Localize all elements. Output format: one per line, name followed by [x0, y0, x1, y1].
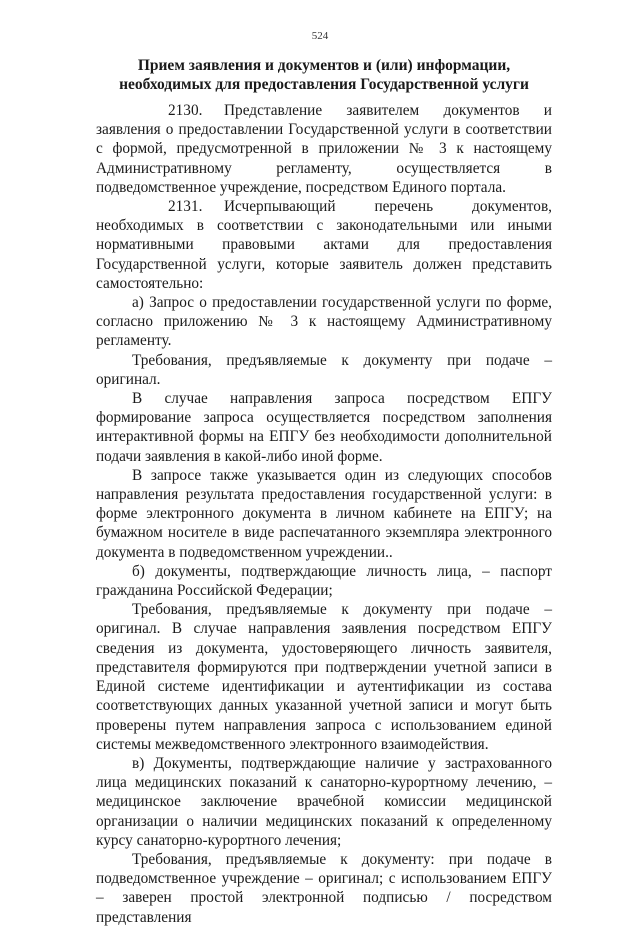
section-heading-line-2: необходимых для предоставления Государственной услуги: [119, 76, 529, 93]
paragraph-epgu-request: В случае направления запроса посредством ЕПГУ формирование запроса осуществляется посредством заполнения интерактивной формы на ЕПГУ без необходимости дополнительной подачи заявления в какой-либо иной форме.: [96, 390, 552, 465]
paragraph-item-v: в) Документы, подтверждающие наличие у застрахованного лица медицинских показаний к санаторно-курортному лечению, – медицинское заключение врачебной комиссии медицинской организации о наличии медицинских показаний к определенному курсу санаторно-курортного лечения;: [96, 754, 552, 849]
document-body: [96, 101, 552, 927]
section-heading: [96, 56, 552, 94]
paragraph-number: 2130.: [168, 102, 203, 119]
paragraph-text: Исчерпывающий перечень документов, необходимых в соответствии с законодательными или иными нормативными правовыми актами для предоставления Государственной услуги, которые заявитель должен представить самостоятельно:: [96, 198, 552, 292]
page-number: 524: [311, 30, 329, 42]
paragraph-number: 2131.: [168, 198, 203, 216]
paragraph-item-a: а) Запрос о предоставлении государственной услуги по форме, согласно приложению № 3 к настоящему Административному регламенту.: [96, 294, 552, 350]
paragraph-2131: [96, 197, 552, 293]
section-heading-line-1: Прием заявления и документов и (или) информации,: [137, 57, 511, 74]
paragraph-requirements-v: Требования, предъявляемые к документу: при подаче в подведомственное учреждение – оригинал; с использованием ЕПГУ – заверен простой электронной подписью / посредством представления: [96, 850, 552, 926]
paragraph-requirements-b: Требования, предъявляемые к документу при подаче – оригинал. В случае направления заявления посредством ЕПГУ сведения из документа, удостоверяющего личность заявителя, представителя формируются при подтверждении учетной записи в Единой системе идентификации и аутентификации из состава соответствующих данных указанной учетной записи и могут быть проверены путем направления запроса с использованием единой системы межведомственного электронного взаимодействия.: [96, 601, 552, 753]
paragraph-text: Представление заявителем документов и заявления о предоставлении Государственной услуги в соответствии с формой, предусмотренной в приложении № 3 к настоящему Административному регламенту, осуществляется в подведомственное учреждение, посредством Единого портала.: [96, 102, 552, 196]
paragraph-requirements-a: Требования, предъявляемые к документу при подаче – оригинал.: [96, 351, 552, 388]
paragraph-2130: [96, 101, 552, 197]
paragraph-result-delivery: В запросе также указывается один из следующих способов направления результата предоставления государственной услуги: в форме электронного документа в личном кабинете на ЕПГУ; на бумажном носителе в виде распечатанного экземпляра электронного документа в подведомственном учреждении..: [96, 466, 552, 561]
paragraph-item-b: б) документы, подтверждающие личность лица, – паспорт гражданина Российской Федерации;: [96, 562, 552, 600]
